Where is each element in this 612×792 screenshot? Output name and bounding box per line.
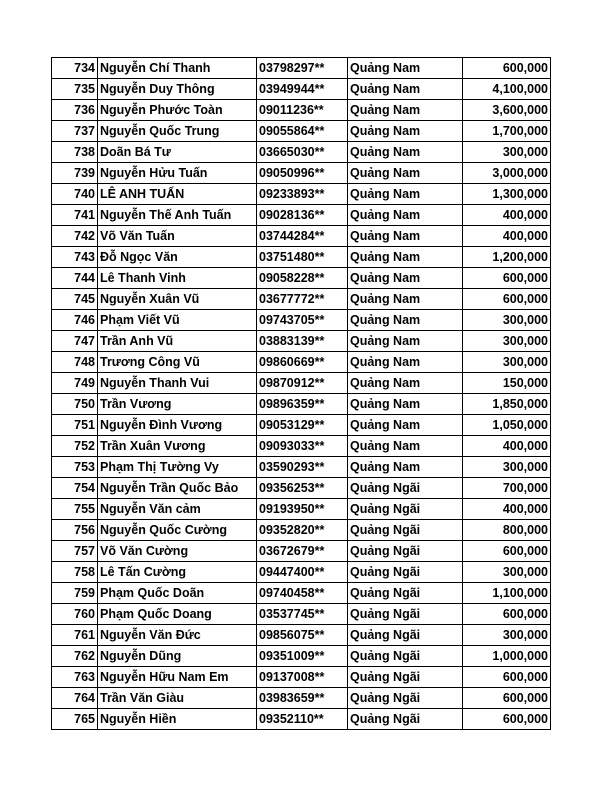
table-row — [52, 331, 551, 352]
row-number: 756 — [52, 520, 98, 541]
donor-name: Trần Anh Vũ — [98, 331, 257, 352]
province: Quảng Ngãi — [348, 604, 463, 625]
donation-amount: 600,000 — [463, 604, 551, 625]
row-number: 747 — [52, 331, 98, 352]
donor-name: Nguyễn Thế Anh Tuấn — [98, 205, 257, 226]
donor-name: LÊ ANH TUẤN — [98, 184, 257, 205]
phone-number: 03751480** — [257, 247, 348, 268]
donor-name: Phạm Thị Tường Vy — [98, 457, 257, 478]
donor-name: Lê Thanh Vinh — [98, 268, 257, 289]
row-number: 737 — [52, 121, 98, 142]
donation-amount: 150,000 — [463, 373, 551, 394]
donor-name: Đỗ Ngọc Văn — [98, 247, 257, 268]
donor-name: Trần Văn Giàu — [98, 688, 257, 709]
donor-name: Lê Tấn Cường — [98, 562, 257, 583]
table-row — [52, 289, 551, 310]
province: Quảng Nam — [348, 226, 463, 247]
row-number: 755 — [52, 499, 98, 520]
phone-number: 09356253** — [257, 478, 348, 499]
donor-name: Nguyễn Văn Đức — [98, 625, 257, 646]
province: Quảng Nam — [348, 436, 463, 457]
phone-number: 09093033** — [257, 436, 348, 457]
table-row — [52, 352, 551, 373]
phone-number: 03883139** — [257, 331, 348, 352]
donation-amount: 600,000 — [463, 709, 551, 730]
table-row — [52, 604, 551, 625]
phone-number: 09055864** — [257, 121, 348, 142]
donor-name: Nguyễn Hữu Nam Em — [98, 667, 257, 688]
row-number: 760 — [52, 604, 98, 625]
province: Quảng Ngãi — [348, 499, 463, 520]
table-row — [52, 205, 551, 226]
row-number: 761 — [52, 625, 98, 646]
donation-amount: 1,200,000 — [463, 247, 551, 268]
phone-number: 09053129** — [257, 415, 348, 436]
phone-number: 09896359** — [257, 394, 348, 415]
row-number: 735 — [52, 79, 98, 100]
donor-name: Nguyễn Xuân Vũ — [98, 289, 257, 310]
donor-name: Trương Công Vũ — [98, 352, 257, 373]
donation-amount: 300,000 — [463, 310, 551, 331]
table-row — [52, 268, 551, 289]
province: Quảng Ngãi — [348, 667, 463, 688]
donor-name: Nguyễn Duy Thông — [98, 79, 257, 100]
donation-amount: 1,700,000 — [463, 121, 551, 142]
row-number: 762 — [52, 646, 98, 667]
donor-name: Nguyễn Quốc Cường — [98, 520, 257, 541]
province: Quảng Nam — [348, 289, 463, 310]
province: Quảng Nam — [348, 58, 463, 79]
table-row — [52, 541, 551, 562]
donor-name: Doãn Bá Tư — [98, 142, 257, 163]
donation-amount: 1,000,000 — [463, 646, 551, 667]
table-row — [52, 163, 551, 184]
table-body — [52, 58, 551, 730]
table-row — [52, 478, 551, 499]
donor-name: Nguyễn Quốc Trung — [98, 121, 257, 142]
phone-number: 03677772** — [257, 289, 348, 310]
table-row — [52, 394, 551, 415]
table-row — [52, 310, 551, 331]
donor-name: Nguyễn Văn cảm — [98, 499, 257, 520]
table-row — [52, 520, 551, 541]
phone-number: 09233893** — [257, 184, 348, 205]
table-row — [52, 142, 551, 163]
table-row — [52, 226, 551, 247]
province: Quảng Nam — [348, 310, 463, 331]
province: Quảng Nam — [348, 205, 463, 226]
phone-number: 03744284** — [257, 226, 348, 247]
phone-number: 09011236** — [257, 100, 348, 121]
donation-amount: 400,000 — [463, 205, 551, 226]
row-number: 743 — [52, 247, 98, 268]
donation-table — [51, 57, 551, 730]
row-number: 738 — [52, 142, 98, 163]
donor-name: Nguyễn Hiền — [98, 709, 257, 730]
table-row — [52, 646, 551, 667]
row-number: 740 — [52, 184, 98, 205]
donation-amount: 600,000 — [463, 667, 551, 688]
phone-number: 09351009** — [257, 646, 348, 667]
province: Quảng Ngãi — [348, 709, 463, 730]
province: Quảng Nam — [348, 352, 463, 373]
province: Quảng Nam — [348, 142, 463, 163]
donation-amount: 700,000 — [463, 478, 551, 499]
row-number: 753 — [52, 457, 98, 478]
phone-number: 09137008** — [257, 667, 348, 688]
province: Quảng Ngãi — [348, 688, 463, 709]
row-number: 746 — [52, 310, 98, 331]
row-number: 757 — [52, 541, 98, 562]
table-row — [52, 100, 551, 121]
phone-number: 09058228** — [257, 268, 348, 289]
province: Quảng Nam — [348, 247, 463, 268]
donation-amount: 4,100,000 — [463, 79, 551, 100]
phone-number: 09050996** — [257, 163, 348, 184]
row-number: 741 — [52, 205, 98, 226]
donation-amount: 3,000,000 — [463, 163, 551, 184]
table-row — [52, 121, 551, 142]
row-number: 748 — [52, 352, 98, 373]
table-row — [52, 499, 551, 520]
donation-amount: 600,000 — [463, 289, 551, 310]
row-number: 764 — [52, 688, 98, 709]
row-number: 752 — [52, 436, 98, 457]
table-row — [52, 247, 551, 268]
donation-amount: 1,100,000 — [463, 583, 551, 604]
row-number: 736 — [52, 100, 98, 121]
row-number: 750 — [52, 394, 98, 415]
donation-amount: 400,000 — [463, 226, 551, 247]
donor-name: Nguyễn Hửu Tuấn — [98, 163, 257, 184]
province: Quảng Nam — [348, 394, 463, 415]
province: Quảng Ngãi — [348, 520, 463, 541]
phone-number: 03665030** — [257, 142, 348, 163]
donor-name: Nguyễn Phước Toàn — [98, 100, 257, 121]
donation-amount: 300,000 — [463, 457, 551, 478]
donor-name: Trần Vương — [98, 394, 257, 415]
donation-amount: 300,000 — [463, 331, 551, 352]
row-number: 739 — [52, 163, 98, 184]
donation-amount: 1,050,000 — [463, 415, 551, 436]
row-number: 734 — [52, 58, 98, 79]
phone-number: 03537745** — [257, 604, 348, 625]
province: Quảng Nam — [348, 79, 463, 100]
phone-number: 03798297** — [257, 58, 348, 79]
phone-number: 09193950** — [257, 499, 348, 520]
donation-amount: 600,000 — [463, 541, 551, 562]
phone-number: 09856075** — [257, 625, 348, 646]
table-row — [52, 58, 551, 79]
donation-amount: 600,000 — [463, 268, 551, 289]
donor-name: Nguyễn Đình Vương — [98, 415, 257, 436]
donation-amount: 800,000 — [463, 520, 551, 541]
province: Quảng Nam — [348, 100, 463, 121]
donation-amount: 3,600,000 — [463, 100, 551, 121]
donation-amount: 600,000 — [463, 688, 551, 709]
row-number: 763 — [52, 667, 98, 688]
table-row — [52, 688, 551, 709]
province: Quảng Nam — [348, 457, 463, 478]
table-row — [52, 184, 551, 205]
donation-amount: 300,000 — [463, 352, 551, 373]
table-row — [52, 583, 551, 604]
phone-number: 09352110** — [257, 709, 348, 730]
row-number: 749 — [52, 373, 98, 394]
donor-name: Phạm Quốc Doãn — [98, 583, 257, 604]
donor-name: Nguyễn Dũng — [98, 646, 257, 667]
province: Quảng Nam — [348, 121, 463, 142]
row-number: 765 — [52, 709, 98, 730]
donation-amount: 300,000 — [463, 625, 551, 646]
phone-number: 09870912** — [257, 373, 348, 394]
table-row — [52, 79, 551, 100]
phone-number: 03672679** — [257, 541, 348, 562]
phone-number: 03590293** — [257, 457, 348, 478]
table-row — [52, 625, 551, 646]
province: Quảng Nam — [348, 373, 463, 394]
province: Quảng Ngãi — [348, 541, 463, 562]
donor-name: Nguyễn Chí Thanh — [98, 58, 257, 79]
province: Quảng Nam — [348, 268, 463, 289]
donor-name: Võ Văn Tuấn — [98, 226, 257, 247]
row-number: 745 — [52, 289, 98, 310]
donation-amount: 600,000 — [463, 58, 551, 79]
donor-name: Nguyễn Thanh Vui — [98, 373, 257, 394]
donation-amount: 300,000 — [463, 142, 551, 163]
table-row — [52, 373, 551, 394]
donor-name: Trần Xuân Vương — [98, 436, 257, 457]
province: Quảng Nam — [348, 415, 463, 436]
donor-name: Phạm Viết Vũ — [98, 310, 257, 331]
row-number: 751 — [52, 415, 98, 436]
province: Quảng Ngãi — [348, 583, 463, 604]
donor-name: Nguyễn Trần Quốc Bảo — [98, 478, 257, 499]
row-number: 758 — [52, 562, 98, 583]
phone-number: 09743705** — [257, 310, 348, 331]
province: Quảng Nam — [348, 331, 463, 352]
donor-name: Phạm Quốc Doang — [98, 604, 257, 625]
table-row — [52, 436, 551, 457]
phone-number: 03983659** — [257, 688, 348, 709]
donation-amount: 400,000 — [463, 436, 551, 457]
donation-amount: 300,000 — [463, 562, 551, 583]
table-row — [52, 457, 551, 478]
phone-number: 09447400** — [257, 562, 348, 583]
province: Quảng Ngãi — [348, 646, 463, 667]
row-number: 744 — [52, 268, 98, 289]
table-row — [52, 709, 551, 730]
table-row — [52, 667, 551, 688]
donor-name: Võ Văn Cường — [98, 541, 257, 562]
province: Quảng Nam — [348, 163, 463, 184]
province: Quảng Ngãi — [348, 478, 463, 499]
table-row — [52, 415, 551, 436]
row-number: 754 — [52, 478, 98, 499]
phone-number: 09860669** — [257, 352, 348, 373]
phone-number: 09740458** — [257, 583, 348, 604]
province: Quảng Ngãi — [348, 625, 463, 646]
donation-amount: 1,300,000 — [463, 184, 551, 205]
province: Quảng Ngãi — [348, 562, 463, 583]
phone-number: 09028136** — [257, 205, 348, 226]
row-number: 742 — [52, 226, 98, 247]
province: Quảng Nam — [348, 184, 463, 205]
donation-amount: 1,850,000 — [463, 394, 551, 415]
phone-number: 03949944** — [257, 79, 348, 100]
row-number: 759 — [52, 583, 98, 604]
table-row — [52, 562, 551, 583]
donation-amount: 400,000 — [463, 499, 551, 520]
phone-number: 09352820** — [257, 520, 348, 541]
